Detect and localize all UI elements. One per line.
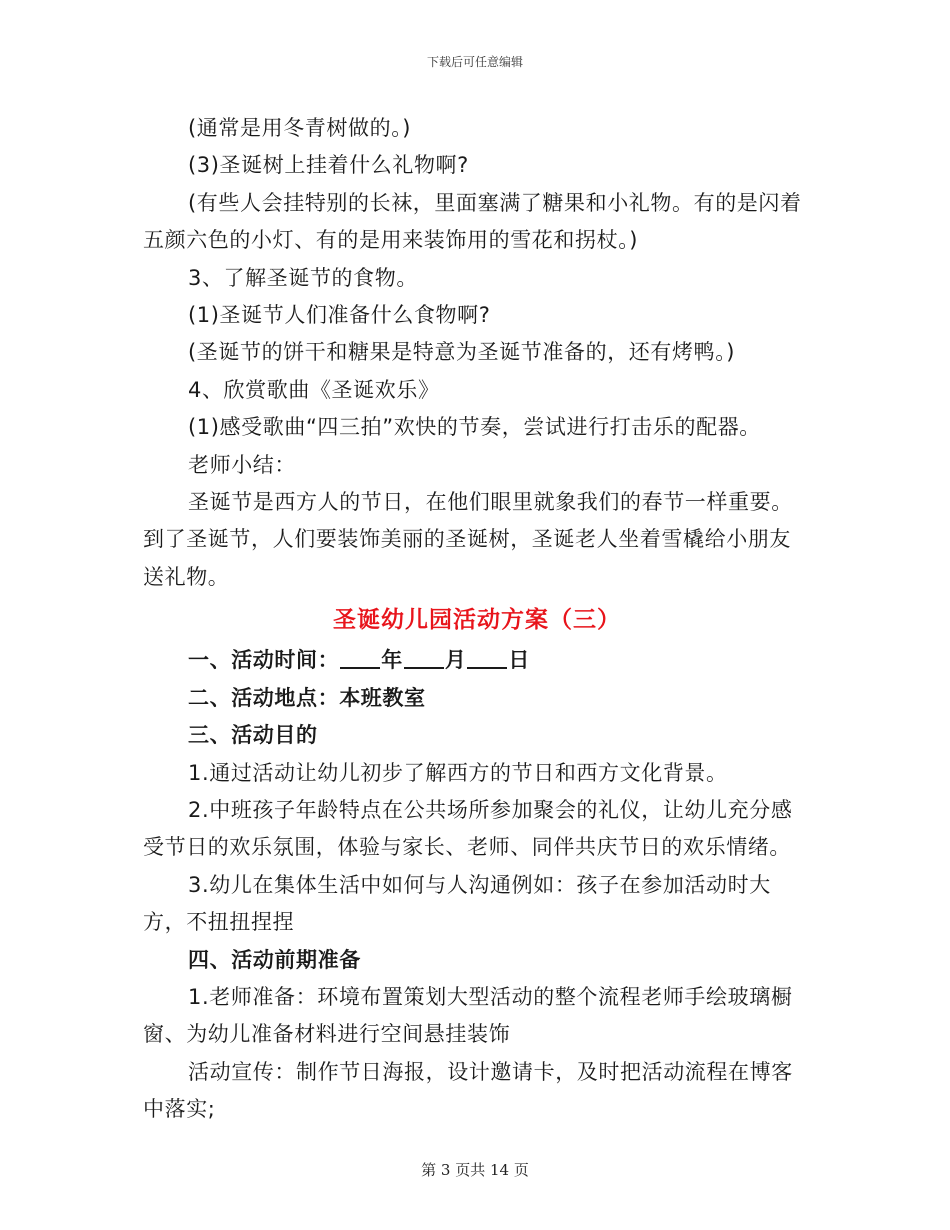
body-line-10: 圣诞节是西方人的节日，在他们眼里就象我们的春节一样重要。到了圣诞节，人们要装饰美丽的圣诞树，圣诞老人坐着雪橇给小朋友送礼物。	[143, 490, 793, 589]
body-line-7: 4、欣赏歌曲《圣诞欢乐》	[188, 377, 440, 402]
day-blank	[467, 645, 507, 669]
page-header-note: 下载后可任意编辑	[426, 55, 523, 69]
month-blank	[404, 645, 444, 669]
body-line-8: (1)感受歌曲“四三拍”欢快的节奏，尝试进行打击乐的配器。	[188, 415, 761, 440]
body-line-2: (3)圣诞树上挂着什么礼物啊?	[188, 153, 469, 178]
goal-item-1: 1.通过活动让幼儿初步了解西方的节日和西方文化背景。	[188, 760, 728, 785]
day-label: 日	[508, 648, 531, 673]
year-label: 年	[381, 648, 403, 673]
section-title: 圣诞幼儿园活动方案（三）	[333, 607, 621, 634]
body-line-6: (圣诞节的饼干和糖果是特意为圣诞节准备的，还有烤鸭。)	[188, 340, 736, 365]
document-body	[143, 110, 811, 1129]
body-line-5: (1)圣诞节人们准备什么食物啊?	[188, 303, 491, 328]
body-line-3: (有些人会挂特别的长袜，里面塞满了糖果和小礼物。有的是闪着五颜六色的小灯、有的是用来装饰用的雪花和拐杖。)	[143, 190, 802, 253]
body-line-1: (通常是用冬青树做的。)	[188, 116, 412, 140]
activity-place: 二、活动地点：本班教室	[188, 685, 426, 710]
body-line-9: 老师小结：	[188, 452, 296, 477]
activity-time	[143, 642, 811, 679]
month-label: 月	[444, 648, 467, 673]
year-blank	[340, 645, 380, 669]
activity-time-label: 一、活动时间：	[188, 648, 340, 673]
prep-item-1: 1.老师准备：环境布置策划大型活动的整个流程老师手绘玻璃橱窗、为幼儿准备材料进行空间悬挂装饰	[143, 984, 793, 1047]
goal-item-2: 2.中班孩子年龄特点在公共场所参加聚会的礼仪，让幼儿充分感受节日的欢乐氛围，体验与家长、老师、同伴共庆节日的欢乐情绪。	[143, 797, 793, 860]
body-line-4: 3、了解圣诞节的食物。	[188, 265, 418, 290]
page-footer-number: 第 3 页共 14 页	[421, 1161, 529, 1179]
goal-heading: 三、活动目的	[188, 723, 318, 748]
prep-item-2: 活动宣传：制作节日海报，设计邀请卡，及时把活动流程在博客中落实;	[143, 1059, 793, 1122]
prep-heading: 四、活动前期准备	[188, 947, 361, 972]
goal-item-3: 3.幼儿在集体生活中如何与人沟通例如：孩子在参加活动时大方，不扭扭捏捏	[143, 872, 771, 935]
